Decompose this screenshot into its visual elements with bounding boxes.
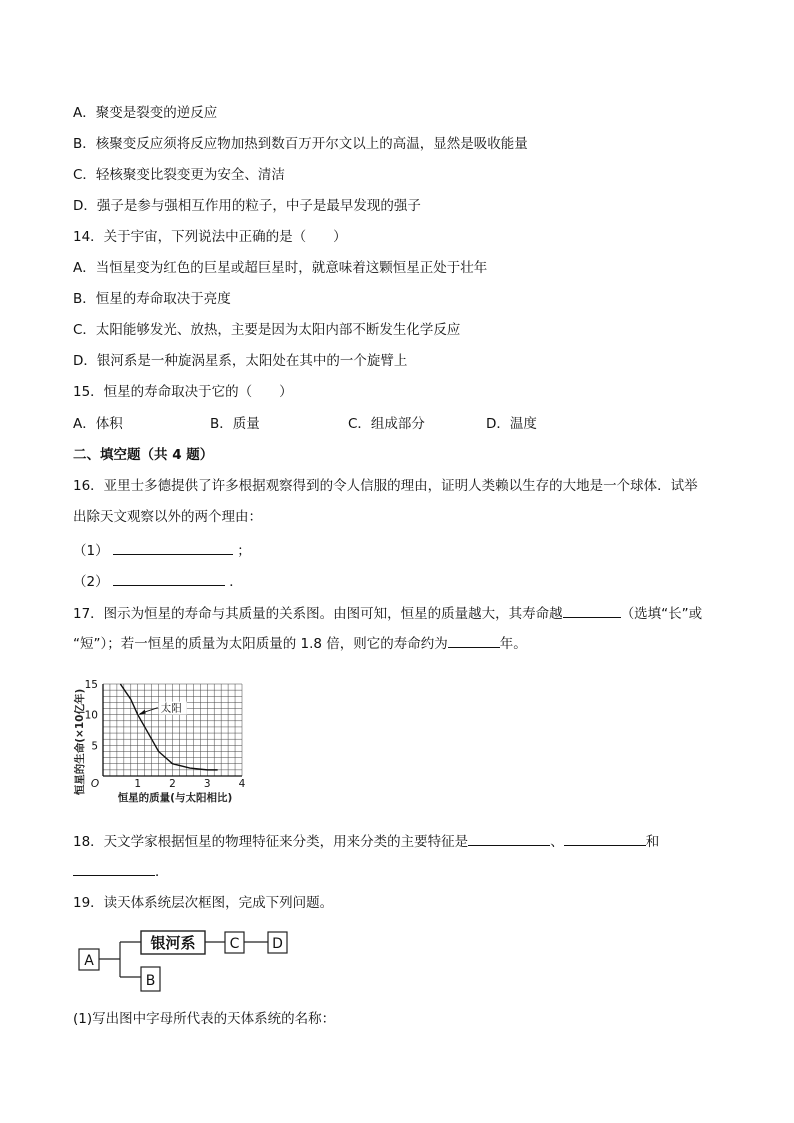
q16-item1-end: ；: [237, 543, 251, 559]
q16-item2-label: （2）: [73, 574, 109, 590]
q14-stem: 14．关于宇宙，下列说法中正确的是（ ）: [73, 229, 347, 245]
chart-x-axis-label: 恒星的质量(与太阳相比): [117, 792, 233, 804]
q16-answer-blank-2[interactable]: [113, 572, 225, 586]
chart-tick-labels: [85, 679, 246, 790]
q14-option-d: D．银河系是一种旋涡星系，太阳处在其中的一个旋臂上: [73, 353, 408, 369]
q18-answer-blank-2[interactable]: [564, 832, 646, 846]
q18-and: 和: [645, 834, 660, 850]
y-tick-label: 15: [84, 679, 98, 691]
q19-subquestion-1: (1)写出图中字母所代表的天体系统的名称：: [73, 1011, 336, 1027]
q16-item2-end: ．: [229, 574, 243, 590]
x-tick-label: 3: [203, 778, 211, 790]
box-d-label: D: [272, 936, 283, 952]
q18-end: ．: [155, 864, 169, 880]
annotation-label: 太阳: [160, 702, 182, 715]
q14-option-b: B．恒星的寿命取决于亮度: [73, 291, 231, 307]
q15-option-b: B．质量: [210, 416, 260, 432]
chart-annotation: [139, 702, 187, 715]
x-tick-label: 1: [134, 778, 142, 790]
q17-answer-blank-2[interactable]: [448, 634, 500, 648]
x-tick-label: 4: [238, 778, 246, 790]
q13-option-d: D．强子是参与强相互作用的粒子，中子是最早发现的强子: [73, 198, 421, 214]
q17-line1: [73, 604, 702, 623]
q17-answer-blank-1[interactable]: [563, 604, 621, 618]
q17-line2-text: “短”）；若一恒星的质量为太阳质量的 1.8 倍，则它的寿命约为: [73, 636, 448, 652]
box-c-label: C: [229, 936, 240, 952]
box-b-label: B: [145, 973, 156, 989]
q18-line1: [73, 832, 659, 851]
x-tick-label: 2: [169, 778, 176, 790]
q16-item1: [73, 541, 251, 560]
q15-stem: 15．恒星的寿命取决于它的（ ）: [73, 384, 293, 400]
q14-option-c: C．太阳能够发光、放热，主要是因为太阳内部不断发生化学反应: [73, 322, 461, 338]
box-a-label: A: [84, 953, 94, 969]
box-galaxy-label: 银河系: [150, 934, 196, 952]
q15-option-d: D．温度: [486, 416, 537, 432]
q15-option-a: A．体积: [73, 416, 123, 432]
q16-item2: [73, 572, 243, 591]
mass-lifespan-chart: [70, 672, 260, 812]
q15-option-c: C．组成部分: [348, 416, 425, 432]
q13-option-c: C．轻核聚变比裂变更为安全、清洁: [73, 167, 285, 183]
chart-grid: [103, 684, 242, 776]
q17-line1-tail: （选填“长”或: [620, 606, 703, 622]
q13-option-a: A．聚变是裂变的逆反应: [73, 105, 218, 121]
q19-stem: 19．读天体系统层次框图，完成下列问题。: [73, 895, 334, 911]
q18-text: 18．天文学家根据恒星的物理特征来分类，用来分类的主要特征是: [73, 834, 469, 850]
y-tick-label: 5: [91, 740, 98, 753]
origin-label: O: [90, 778, 100, 790]
q17-line1-text: 17．图示为恒星的寿命与其质量的关系图。由图可知，恒星的质量越大，其寿命越: [73, 606, 563, 622]
q16-line2: 出除天文观察以外的两个理由：: [73, 509, 262, 525]
q17-line2: [73, 634, 527, 653]
y-tick-label: 10: [84, 709, 98, 722]
q18-answer-blank-1[interactable]: [468, 832, 550, 846]
q17-line2-tail: 年。: [499, 636, 527, 652]
q16-line1: 16．亚里士多德提供了许多根据观察得到的令人信服的理由，证明人类赖以生存的大地是一个球体．试举: [73, 478, 698, 494]
q18-answer-blank-3[interactable]: [73, 862, 155, 876]
q16-answer-blank-1[interactable]: [113, 541, 233, 555]
q13-option-b: B．核聚变反应须将反应物加热到数百万开尔文以上的高温，显然是吸收能量: [73, 136, 528, 152]
q16-item1-label: （1）: [73, 543, 109, 559]
chart-y-axis-label: 恒星的生命(×10亿年): [74, 688, 86, 796]
celestial-system-diagram: [70, 928, 300, 998]
q18-line2: [73, 862, 169, 881]
q18-separator: 、: [550, 834, 564, 850]
q14-option-a: A．当恒星变为红色的巨星或超巨星时，就意味着这颗恒星正处于壮年: [73, 260, 488, 276]
section-title: 二、填空题（共 4 题）: [73, 447, 214, 463]
